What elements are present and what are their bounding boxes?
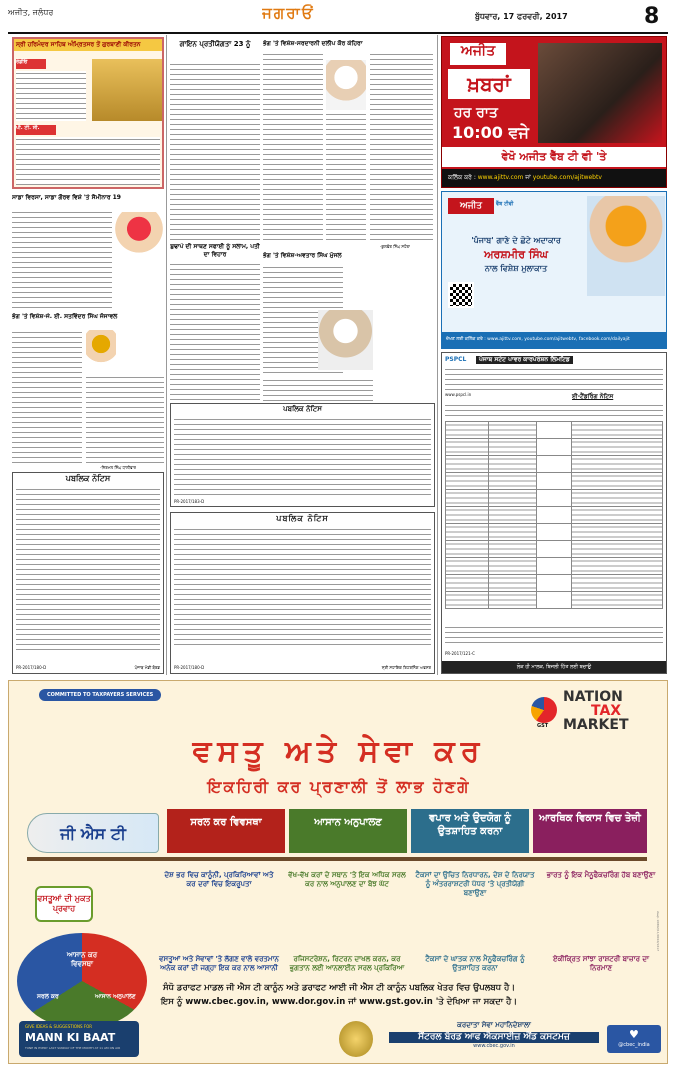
wheel-label-1: ਆਸਾਨ ਕਰ ਵਿਵਸਥਾ bbox=[66, 951, 98, 968]
header-rule bbox=[8, 32, 668, 34]
cleanliness-heading: ਬੁਢਾਪੇ ਦੀ ਸਾਥਣ ਸਫਾਈ ਨੂੰ ਸਲਾਮ, ਪਤੀ ਦਾ ਵਿਹਾਰ bbox=[170, 243, 260, 258]
twitter-handle: @cbec_india bbox=[618, 1042, 650, 1048]
cbec-line-2: ਸੈਂਟਰਲ ਬੋਰਡ ਆਫ ਐਕਸਾਈਜ਼ ਐਂਡ ਕਸਟਮਜ਼ bbox=[389, 1032, 599, 1043]
logo-line-2: TAX bbox=[591, 703, 622, 719]
train-car-1: ਸਰਲ ਕਰ ਵਿਵਸਥਾ bbox=[167, 809, 285, 853]
golden-temple-photo bbox=[92, 59, 162, 121]
person-photo bbox=[115, 212, 163, 260]
gst-mark: GST bbox=[537, 723, 549, 729]
mann-line-2: MANN KI BAAT bbox=[25, 1031, 116, 1044]
cbec-block bbox=[389, 1021, 599, 1057]
notice-code: PR-2017/183-D bbox=[174, 499, 205, 504]
ptc-label: ਪੀ. ਟੀ. ਸੀ. bbox=[16, 125, 56, 135]
gst-train bbox=[27, 809, 647, 855]
ad-line-1: 'ਪੰਜਾਬ' ਗਾਣੇ ਦੇ ਛੋਟੇ ਅਦਾਕਾਰ bbox=[471, 236, 561, 245]
train-car-2: ਆਸਾਨ ਅਨੁਪਾਲਣ bbox=[289, 809, 407, 853]
bhog-heading-3: ਭੋਗ 'ਤੇ ਵਿਸ਼ੇਸ਼-ਅਵਤਾਰ ਸਿੰਘ ਮੁੱਜਲ bbox=[263, 252, 342, 259]
bhog-heading-2: ਭੋਗ 'ਤੇ ਵਿਸ਼ੇਸ਼-ਸਰਦਾਰਨੀ ਦਲੀਪ ਕੌਰ ਕੇਹਿਰਾ bbox=[263, 40, 363, 47]
radio-text bbox=[16, 71, 86, 121]
notice-dept: ਪੰਜਾਬ ਮੰਡੀ ਬੋਰਡ bbox=[134, 665, 160, 670]
gst-subtitle: ਇਕਹਿਰੀ ਕਰ ਪ੍ਰਣਾਲੀ ਤੋਂ ਲਾਭ ਹੋਣਗੇ bbox=[207, 777, 471, 796]
notice-title: ਪਬਲਿਕ ਨੋਟਿਸ bbox=[276, 514, 329, 523]
benefit-3a: ਟੈਕਸਾਂ ਦਾ ਉਚਿਤ ਨਿਰਧਾਰਨ, ਦੇਸ਼ ਦੇ ਨਿਰਯਾਤ ਨੂੰ ਅੰਤਰਰਾਸ਼ਟਰੀ ਪੱਧਰ 'ਤੇ ਪ੍ਰਤੀਯੋਗੀ ਬਣਾਉਣਾ bbox=[415, 871, 535, 897]
mann-line-1: GIVE IDEAS & SUGGESTIONS FOR bbox=[25, 1024, 93, 1029]
youtube-link[interactable]: youtube.com/ajitwebtv bbox=[532, 174, 602, 181]
column-divider bbox=[166, 35, 167, 675]
service-badge: COMMITTED TO TAXPAYERS SERVICES bbox=[39, 689, 161, 701]
seminar-heading: ਸਾਡਾ ਵਿਰਸਾ, ਸਾਡਾ ਗੌਰਵ ਵਿਸ਼ੇ 'ਤੇ ਸੈਮੀਨਾਰ 19 bbox=[12, 194, 121, 201]
contest-heading: ਗਾਇਨ ਪ੍ਰਤੀਯੋਗਤਾ 23 ਨੂੰ bbox=[179, 40, 251, 48]
mann-line-3: TUNE IN EVERY LAST SUNDAY OF THE MONTH AT 11 AM ON AIR bbox=[25, 1046, 121, 1050]
webtv-ad[interactable] bbox=[441, 191, 667, 349]
pspcl-intro bbox=[445, 367, 663, 391]
presenter-photo bbox=[538, 43, 662, 143]
pspcl-code: PR-2017/121-C bbox=[445, 651, 475, 656]
goods-flow-box: ਵਸਤੂਆਂ ਦੀ ਮੁਕਤ ਪ੍ਰਵਾਹ bbox=[35, 886, 93, 922]
site-link[interactable]: www.ajittv.com bbox=[477, 174, 524, 181]
gst-emblem-icon bbox=[531, 697, 557, 723]
notice-text bbox=[16, 487, 160, 651]
tender-title: ਈ-ਟੈਂਡਰਿੰਗ ਨੋਟਿਸ bbox=[572, 393, 614, 400]
ptc-text bbox=[16, 137, 160, 185]
bhog-text-1b bbox=[86, 375, 164, 465]
contest-text bbox=[170, 62, 260, 240]
column-divider bbox=[437, 35, 438, 675]
click-label: ਕਲਿੱਕ ਕਰੋ bbox=[448, 174, 472, 181]
person-photo bbox=[326, 60, 366, 110]
logo-line-1: NATION bbox=[563, 689, 623, 705]
ajit-news-ad[interactable] bbox=[441, 36, 667, 188]
gst-logo bbox=[531, 687, 661, 731]
notice-text bbox=[174, 527, 431, 647]
ajit-logo: ਅਜੀਤ bbox=[448, 198, 494, 214]
issue-date: ਬੁੱਧਵਾਰ, 17 ਫਰਵਰੀ, 2017 bbox=[475, 12, 568, 21]
benefit-3b: ਟੈਕਸਾਂ ਦੇ ਘਾਤਕ ਨਾਲ ਮੈਨੂਫੈਕਚਰਿੰਗ ਨੂੰ ਉਤਸ਼ਾਹਿਤ ਕਰਨਾ bbox=[425, 955, 525, 972]
public-notice-1 bbox=[12, 472, 164, 674]
benefit-1a: ਦੇਸ਼ ਭਰ ਵਿਚ ਕਾਨੂੰਨੀ, ਪ੍ਰਕਿਰਿਆਵਾਂ ਅਤੇ ਕਰ ਦਰਾਂ ਵਿਚ ਇਕਰੂਪਤਾ bbox=[164, 871, 274, 888]
ad-line-3: ਨਾਲ ਵਿਸ਼ੇਸ਼ ਮੁਲਾਕਾਤ bbox=[484, 264, 548, 273]
benefit-1b: ਵਸਤੂਆਂ ਅਤੇ ਸੇਵਾਵਾਂ 'ਤੇ ਲੱਗਣ ਵਾਲੇ ਵਰਤਮਾਨ ਅਨੇਕ ਕਰਾਂ ਦੀ ਜਗ੍ਹਾ ਇਕ ਕਰ ਨਾਲ ਆਸਾਨੀ bbox=[159, 955, 279, 972]
pspcl-logo: PSPCL bbox=[445, 356, 467, 363]
gurdwara-title: ਸ੍ਰੀ ਹਰਿਮੰਦਰ ਸਾਹਿਬ ਅੰਮ੍ਰਿਤਸਰ ਤੋਂ ਗੁਰਬਾਣੀ ਕੀਰਤਨ bbox=[14, 39, 162, 51]
bhog-text-2 bbox=[263, 52, 323, 242]
pspcl-notice bbox=[441, 352, 667, 674]
bhog-heading-1: ਭੋਗ 'ਤੇ ਵਿਸ਼ੇਸ਼-ਜੇ. ਈ. ਸਤਵਿੰਦਰ ਸਿੰਘ ਜੱਜਾਵਲ bbox=[12, 313, 118, 320]
seminar-text bbox=[12, 210, 112, 310]
train-engine: ਜੀ ਐਸ ਟੀ bbox=[27, 813, 159, 853]
benefit-4b: ਏਕੀਕ੍ਰਿਤ ਸਾਂਝਾ ਰਾਸ਼ਟਰੀ ਬਾਜ਼ਾਰ ਦਾ ਨਿਰਮਾਣ bbox=[552, 955, 650, 972]
byline: -ਨਿਰਮਲ ਸਿੰਘ ਧਾਲੀਵਾਲ bbox=[100, 465, 137, 470]
qr-code-icon[interactable] bbox=[448, 282, 474, 308]
bhog-text-1 bbox=[12, 330, 82, 465]
section-label: ਅਜੀਤ, ਜਲੰਧਰ bbox=[8, 8, 54, 17]
public-notice-3 bbox=[170, 403, 435, 507]
wheel-label-2: ਸਰਲ ਕਰ bbox=[37, 993, 59, 1000]
draft-law-line-1: ਸੰਧੋ ਡਰਾਫਟ ਮਾਡਲ ਜੀ ਐਸ ਟੀ ਕਾਨੂੰਨ ਅਤੇ ਡਰਾਫਟ ਆਈ ਜੀ ਐਸ ਟੀ ਕਾਨੂੰਨ ਪਬਲਿਕ ਖੇਤਰ ਵਿਚ ਉਪਲਬਧ ਹੈ। bbox=[162, 983, 516, 993]
pspcl-slogan: ਲੋਕ ਹੀ ਮਾਲਕ, ਬਿਜਲੀ ਹਿੱਤ ਲਈ ਬਚਾਉ bbox=[442, 661, 666, 673]
ad-subtitle: ਹਰ ਰਾਤ bbox=[454, 105, 498, 121]
cbec-emblem-icon bbox=[339, 1021, 373, 1057]
benefit-4a: ਭਾਰਤ ਨੂੰ ਇਕ ਮੈਨੂਫੈਕਚਰਿੰਗ ਹੱਬ ਬਣਾਉਣਾ bbox=[546, 871, 656, 879]
page-number: 8 bbox=[644, 4, 660, 29]
twitter-icon: ♥ bbox=[629, 1028, 639, 1041]
bhog-text-2b bbox=[326, 112, 366, 242]
ad-title: ਖ਼ਬਰਾਂ bbox=[448, 69, 530, 99]
cbec-line-1: ਕਰਦਾਤਾ ਸੇਵਾ ਮਹਾਨਿਦੇਸ਼ਾਲਾ bbox=[457, 1021, 531, 1029]
notice-code: PR-2017/180-D bbox=[174, 665, 205, 670]
draft-law-line-2[interactable]: ਇਸ ਨੂੰ www.cbec.gov.in, www.dor.gov.in ਜਾਂ www.gst.gov.in 'ਤੇ ਦੇਖਿਆ ਜਾ ਸਕਦਾ ਹੈ। bbox=[160, 997, 518, 1007]
twitter-box[interactable] bbox=[607, 1025, 661, 1053]
train-car-3: ਵਪਾਰ ਅਤੇ ਉਦਯੋਗ ਨੂੰ ਉਤਸ਼ਾਹਿਤ ਕਰਨਾ bbox=[411, 809, 529, 853]
train-car-4: ਆਰਥਿਕ ਵਿਕਾਸ ਵਿਚ ਤੇਜ਼ੀ bbox=[533, 809, 647, 853]
webtv-tag: ਵੈੱਬ ਟੀਵੀ bbox=[496, 201, 514, 207]
notice-code: PR-2017/180-D bbox=[16, 665, 47, 670]
notice-sign: ਸ੍ਰੀ ਸਹਾਇਕ ਰਿਟਰਨਿੰਗ ਅਫਸਰ bbox=[381, 665, 431, 670]
tender-footer-text bbox=[445, 625, 663, 647]
davp-code: davp 10802/11/0010/1617 bbox=[655, 911, 660, 952]
gst-wheel bbox=[17, 933, 147, 1029]
gst-advertisement[interactable] bbox=[8, 680, 668, 1064]
child-photo bbox=[587, 196, 665, 296]
ad-line-2: ਅਰਸ਼ਮੀਰ ਸਿੰਘ bbox=[484, 248, 548, 261]
pspcl-website[interactable]: www.pspcl.in bbox=[445, 392, 472, 397]
cbec-line-3[interactable]: www.cbec.gov.in bbox=[473, 1043, 515, 1049]
ajit-logo: ਅਜੀਤ bbox=[450, 43, 506, 65]
bhog-text-2c bbox=[370, 52, 433, 242]
person-photo bbox=[318, 310, 373, 370]
notice-title: ਪਬਲਿਕ ਨੋਟਿਸ bbox=[65, 474, 111, 483]
masthead-logo: ਜਗਰਾਓਂ bbox=[262, 4, 315, 22]
benefit-2b: ਰਜਿਸਟਰੇਸ਼ਨ, ਰਿਟਰਨ ਦਾਖਲ ਕਰਨ, ਕਰ ਭੁਗਤਾਨ ਲਈ ਆਨਲਾਈਨ ਸਰਲ ਪ੍ਰਕਿਰਿਆ bbox=[289, 955, 405, 972]
wheel-label-3: ਆਸਾਨ ਅਨੁਪਾਲਣ bbox=[95, 993, 136, 1000]
notice-title: ਪਬਲਿਕ ਨੋਟਿਸ bbox=[283, 405, 322, 413]
tender-table bbox=[445, 421, 663, 609]
tender-intro bbox=[445, 403, 663, 419]
ad-links: ਕਲਿੱਕ ਕਰੋ : www.ajittv.com ਜਾਂ youtube.com/ajitwebtv bbox=[442, 169, 666, 187]
mann-ki-baat-box[interactable] bbox=[19, 1021, 139, 1057]
public-notice-2 bbox=[170, 512, 435, 674]
person-photo bbox=[86, 330, 116, 370]
pspcl-title: ਪੰਜਾਬ ਸਟੇਟ ਪਾਵਰ ਕਾਰਪੋਰੇਸ਼ਨ ਲਿਮਟਿਡ bbox=[476, 356, 573, 364]
ad-time: 10:00 ਵਜੇ bbox=[452, 123, 529, 142]
ad-footer-links[interactable]: ਦੇਖਣ ਲਈ ਕਲਿੱਕ ਕਰੋ : www.ajittv.com, youtube.com/ajitwebtv, facebook.com/dailyajit bbox=[442, 332, 666, 348]
rail-track bbox=[27, 857, 647, 861]
radio-label: ਰੇਡੀਓ bbox=[16, 59, 46, 69]
byline: -ਕੁਲਵੰਤ ਸਿੰਘ ਸਹੋਤਾ bbox=[380, 244, 411, 249]
gurdwara-box bbox=[12, 37, 164, 189]
notice-text bbox=[174, 417, 431, 495]
logo-line-3: MARKET bbox=[563, 717, 629, 733]
gst-title: ਵਸਤੂ ਅਤੇ ਸੇਵਾ ਕਰ bbox=[192, 734, 486, 769]
benefit-2a: ਵੱਖ-ਵੱਖ ਕਰਾਂ ਦੇ ਸਥਾਨ 'ਤੇ ਇਕ ਅਧਿਕ ਸਰਲ ਕਰ ਨਾਲ ਅਨੁਪਾਲਣ ਦਾ ਬੋਝ ਘੱਟ bbox=[288, 871, 406, 888]
watch-text: ਵੇਖੋ ਅਜੀਤ ਵੈੱਬ ਟੀ ਵੀ 'ਤੇ bbox=[442, 147, 666, 167]
